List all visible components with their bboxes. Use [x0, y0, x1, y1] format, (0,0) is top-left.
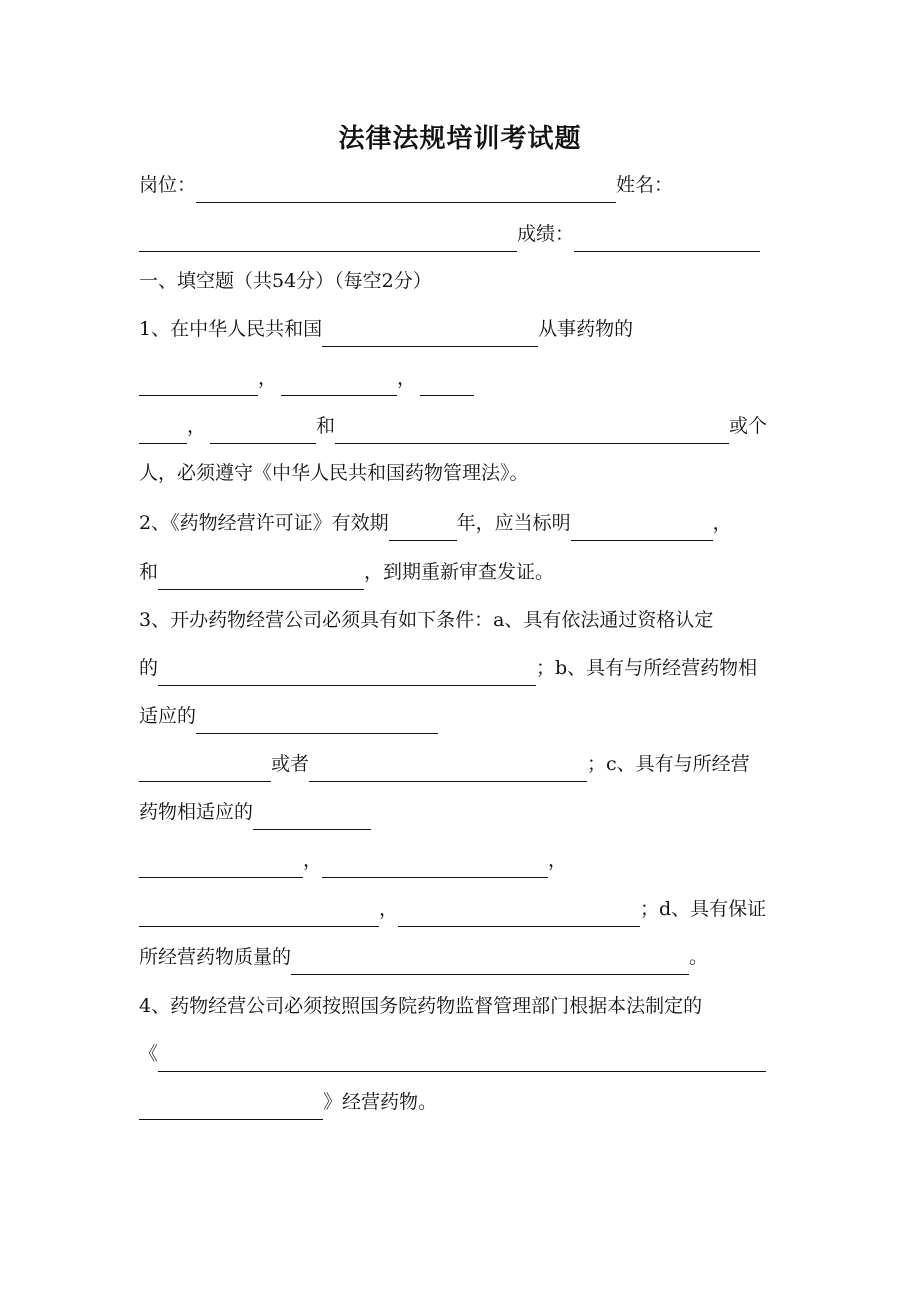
position-field[interactable] [196, 168, 616, 203]
q3-text-7: 药物相适应的 [139, 801, 254, 823]
q1-line-1 [139, 312, 789, 346]
q3-line-4 [139, 747, 789, 781]
score-label: 成绩： [517, 223, 575, 245]
q3-line-2 [139, 651, 789, 685]
q3-text-9: 所经营药物质量的 [139, 946, 292, 968]
name-field[interactable] [139, 217, 517, 252]
header-line-2 [139, 217, 789, 251]
q4-line-2 [139, 1037, 789, 1071]
q3-blank-1[interactable] [158, 651, 536, 686]
q3-blank-4b[interactable] [139, 843, 303, 878]
q1-comma-3: ， [187, 415, 207, 437]
q1-comma-2: ， [397, 367, 417, 389]
q2-text-2: 年，应当标明 [456, 512, 571, 534]
name-label: 姓名： [616, 174, 674, 196]
q4-line-3 [139, 1085, 789, 1119]
q3-text-10: 。 [689, 946, 709, 968]
q3-comma-1: ， [303, 849, 323, 871]
q3-blank-2b[interactable] [139, 747, 271, 782]
q4-line-1: 4、药物经营公司必须按照国务院药物监督管理部门根据本法制定的 [139, 995, 703, 1017]
q4-blank-1b[interactable] [139, 1085, 323, 1120]
q3-blank-5[interactable] [322, 843, 548, 878]
q3-line-7 [139, 892, 789, 926]
q2-he: 和 [139, 561, 159, 583]
q1-line-4: 人，必须遵守《中华人民共和国药物管理法》。 [139, 462, 529, 484]
q2-blank-3[interactable] [158, 555, 364, 590]
q2-blank-2[interactable] [571, 506, 713, 541]
q4-blank-1[interactable] [158, 1037, 766, 1072]
q1-blank-6[interactable] [335, 409, 729, 444]
section-heading: 一、填空题（共54分）（每空2分） [139, 270, 432, 292]
q1-blank-4[interactable] [420, 361, 474, 396]
q3-comma-3: ， [379, 898, 399, 920]
header-line-1 [139, 168, 789, 202]
q3-line-8 [139, 940, 789, 974]
q3-text-8: ；d、具有保证 [640, 898, 767, 920]
q3-text-2: 的 [139, 657, 159, 679]
q1-blank-4b[interactable] [139, 409, 187, 444]
q3-blank-2[interactable] [196, 699, 438, 734]
q3-line-6 [139, 843, 789, 877]
q1-line-2 [139, 361, 789, 395]
q3-line-1: 3、开办药物经营公司必须具有如下条件：a、具有依法通过资格认定 [139, 609, 714, 631]
q2-line-2 [139, 555, 789, 589]
q3-text-3: ；b、具有与所经营药物相 [536, 657, 758, 679]
q3-blank-3[interactable] [309, 747, 587, 782]
q1-blank-5[interactable] [210, 409, 316, 444]
q1-blank-2[interactable] [139, 361, 258, 396]
q2-comma: ， [712, 512, 732, 534]
q3-blank-7[interactable] [291, 940, 689, 975]
q2-text-1: 2、《药物经营许可证》有效期 [139, 512, 389, 534]
q3-text-6: ；c、具有与所经营 [587, 753, 750, 775]
q3-line-5 [139, 795, 789, 829]
q1-line-3 [139, 409, 789, 443]
q3-text-4: 适应的 [139, 705, 197, 727]
q2-text-3: ，到期重新审查发证。 [364, 561, 555, 583]
q1-text-1: 1、在中华人民共和国 [139, 318, 323, 340]
q1-comma-1: ， [258, 367, 278, 389]
score-field[interactable] [574, 217, 760, 252]
q1-blank-3[interactable] [281, 361, 397, 396]
q1-huoge: 或个 [729, 415, 768, 437]
q4-text-2: 》经营药物。 [323, 1091, 438, 1113]
q1-blank-1[interactable] [322, 312, 538, 347]
q3-line-3 [139, 699, 789, 733]
position-label: 岗位： [139, 174, 197, 196]
document-title: 法律法规培训考试题 [338, 124, 582, 154]
q1-he: 和 [316, 415, 336, 437]
q3-blank-5b[interactable] [139, 892, 379, 927]
q1-text-2: 从事药物的 [538, 318, 634, 340]
q3-comma-2: ， [548, 849, 568, 871]
q2-line-1 [139, 506, 789, 540]
q3-text-5: 或者 [271, 753, 310, 775]
q4-open-bracket: 《 [139, 1043, 159, 1065]
q3-blank-6[interactable] [398, 892, 640, 927]
q3-blank-4[interactable] [253, 795, 371, 830]
q2-blank-1[interactable] [389, 506, 457, 541]
